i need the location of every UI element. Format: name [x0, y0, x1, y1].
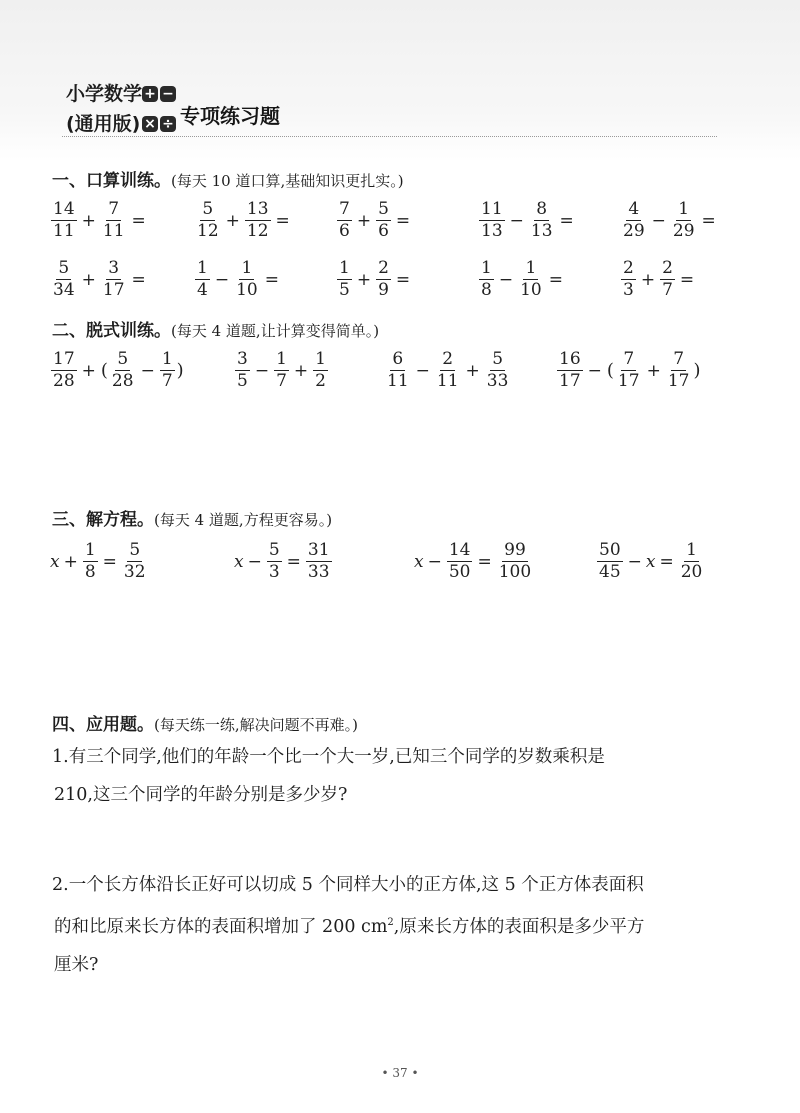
denominator: 6 [339, 221, 350, 241]
numerator: 2 [623, 258, 634, 278]
fraction [597, 540, 623, 583]
denominator: 7 [276, 371, 287, 391]
denominator: 5 [237, 371, 248, 391]
oral-exercise [620, 258, 698, 301]
section-note: (每天 4 道题,方程更容易。) [154, 511, 333, 529]
denominator: 17 [102, 280, 125, 300]
divide-icon: ÷ [160, 116, 176, 132]
operator: + [356, 210, 372, 231]
fraction [529, 199, 555, 242]
fraction [435, 349, 461, 392]
operator: + [81, 210, 96, 231]
numerator: 8 [536, 199, 548, 219]
numerator: 7 [108, 199, 120, 219]
problem-line: 厘米? [54, 954, 99, 975]
numerator: 5 [117, 349, 129, 369]
denominator: 6 [378, 221, 389, 241]
denominator: 11 [53, 221, 75, 241]
operator: − [651, 210, 666, 231]
problem-line: 1.有三个同学,他们的年龄一个比一个大一岁,已知三个同学的岁数乘积是 [52, 747, 605, 767]
operator: − [427, 551, 442, 572]
problem-text: 的和比原来长方体的表面积增加了 200 cm [54, 916, 388, 937]
operator: + [465, 360, 480, 381]
operator: + [63, 551, 78, 572]
fraction [621, 258, 636, 301]
fraction [51, 349, 77, 392]
section-title: 三、解方程。 [52, 510, 154, 530]
equals-sign: = [659, 551, 674, 572]
variable-x: x [234, 551, 244, 572]
numerator: 5 [58, 258, 70, 278]
fraction [671, 199, 697, 242]
fraction [621, 199, 647, 242]
word-problem-1 [52, 738, 605, 814]
numerator: 1 [339, 258, 350, 278]
operator: − [254, 360, 270, 381]
numerator: 3 [237, 349, 248, 369]
equals-sign: = [679, 269, 695, 290]
fraction [195, 199, 221, 242]
denominator: 7 [161, 371, 173, 391]
oral-exercise [194, 199, 294, 242]
fraction [679, 540, 705, 583]
variable-x: x [645, 551, 656, 572]
fraction [385, 349, 411, 392]
equals-sign: = [264, 269, 279, 290]
problem-line: 2.一个长方体沿长正好可以切成 5 个同样大小的正方体,这 5 个正方体表面积 [52, 875, 644, 895]
fraction [666, 349, 692, 392]
fraction [337, 258, 352, 301]
numerator: 11 [481, 199, 503, 219]
numerator: 1 [84, 540, 96, 560]
problem-text: ,原来长方体的表面积是多少平方 [393, 916, 645, 937]
section-oral-heading [52, 166, 404, 191]
fraction [195, 258, 210, 301]
equals-sign: = [559, 210, 574, 231]
denominator: 13 [481, 221, 503, 241]
unit-exponent: 2 [387, 917, 394, 928]
fraction [376, 258, 391, 301]
numerator: 14 [53, 199, 75, 219]
operator: + [225, 210, 240, 231]
denominator: 34 [53, 280, 75, 300]
stepwise-exercise [384, 349, 511, 392]
numerator: 16 [559, 349, 581, 369]
left-paren: ( [100, 360, 108, 381]
equals-sign: = [131, 269, 146, 290]
equals-sign: = [131, 210, 146, 231]
denominator: 12 [246, 221, 269, 241]
brand-line-1: 小学数学 [66, 83, 143, 105]
word-problem-2 [52, 866, 644, 984]
equals-sign: = [286, 551, 301, 572]
numerator: 2 [442, 349, 454, 369]
numerator: 3 [108, 258, 120, 278]
oral-exercise [50, 199, 150, 242]
stepwise-exercise [556, 349, 701, 392]
equals-sign: = [275, 210, 290, 231]
numerator: 5 [268, 540, 280, 560]
denominator: 32 [123, 562, 146, 582]
oral-exercise [478, 199, 578, 242]
denominator: 28 [111, 371, 134, 391]
denominator: 10 [236, 280, 258, 300]
denominator: 17 [667, 371, 690, 391]
fraction [83, 540, 98, 583]
numerator: 1 [481, 258, 492, 278]
numerator: 5 [129, 540, 141, 560]
fraction [660, 258, 675, 301]
oral-exercise [478, 258, 567, 301]
denominator: 9 [378, 280, 389, 300]
section-word-problem-heading [52, 710, 358, 735]
denominator: 12 [197, 221, 219, 241]
section-title: 二、脱式训练。 [52, 321, 171, 341]
stepwise-exercise [50, 349, 185, 392]
denominator: 28 [53, 371, 75, 391]
fraction [337, 199, 352, 242]
fraction [557, 349, 583, 392]
section-note: (每天练一练,解决问题不再难。) [154, 716, 358, 734]
stepwise-exercise [234, 349, 329, 392]
equals-sign: = [102, 551, 117, 572]
denominator: 13 [530, 221, 553, 241]
numerator: 17 [53, 349, 75, 369]
denominator: 3 [623, 280, 634, 300]
numerator: 6 [392, 349, 404, 369]
numerator: 1 [161, 349, 173, 369]
numerator: 7 [339, 199, 350, 219]
minus-icon: − [160, 86, 176, 102]
numerator: 7 [623, 349, 635, 369]
numerator: 1 [197, 258, 208, 278]
section-equation-heading [52, 505, 332, 530]
numerator: 5 [378, 199, 389, 219]
denominator: 11 [102, 221, 125, 241]
oral-exercise [194, 258, 283, 301]
denominator: 29 [623, 221, 645, 241]
page-number: • 37 • [381, 1066, 419, 1080]
operator: − [509, 210, 524, 231]
fraction [160, 349, 175, 392]
fraction [313, 349, 328, 392]
fraction [479, 258, 494, 301]
section-title: 四、应用题。 [52, 715, 154, 735]
numerator: 1 [678, 199, 690, 219]
oral-exercise [50, 258, 150, 301]
denominator: 33 [486, 371, 509, 391]
multiply-icon: × [142, 116, 158, 132]
numerator: 5 [202, 199, 214, 219]
fraction [51, 258, 77, 301]
operator-icons [142, 82, 178, 142]
operator: − [627, 551, 642, 572]
problem-line [52, 904, 644, 946]
oral-exercise [620, 199, 720, 242]
equation [234, 540, 333, 583]
equals-sign: = [477, 551, 492, 572]
right-paren: ) [176, 360, 184, 381]
fraction [51, 199, 77, 242]
denominator: 45 [599, 562, 621, 582]
problem-line: 210,这三个同学的年龄分别是多少岁? [54, 785, 348, 805]
numerator: 5 [492, 349, 504, 369]
numerator: 31 [307, 540, 330, 560]
operator: + [356, 269, 372, 290]
equals-sign: = [395, 210, 411, 231]
operator: − [140, 360, 155, 381]
operator: + [646, 360, 661, 381]
left-paren: ( [606, 360, 614, 381]
oral-exercise [336, 199, 414, 242]
fraction [518, 258, 544, 301]
operator: − [587, 360, 602, 381]
operator: − [247, 551, 262, 572]
numerator: 2 [378, 258, 389, 278]
operator: + [81, 360, 96, 381]
fraction [101, 258, 127, 301]
denominator: 17 [617, 371, 640, 391]
equation [596, 540, 705, 583]
denominator: 3 [268, 562, 280, 582]
fraction [447, 540, 473, 583]
operator: − [498, 269, 514, 290]
section-title: 一、口算训练。 [52, 171, 171, 191]
oral-exercise [336, 258, 414, 301]
numerator: 99 [504, 540, 526, 560]
denominator: 4 [197, 280, 208, 300]
denominator: 100 [498, 562, 532, 582]
numerator: 1 [276, 349, 287, 369]
denominator: 11 [387, 371, 409, 391]
fraction [110, 349, 136, 392]
numerator: 7 [673, 349, 685, 369]
plus-icon: + [142, 86, 158, 102]
denominator: 2 [315, 371, 326, 391]
denominator: 8 [84, 562, 96, 582]
operator: − [415, 360, 430, 381]
denominator: 8 [481, 280, 492, 300]
operator: − [214, 269, 230, 290]
fraction [235, 349, 250, 392]
fraction [234, 258, 260, 301]
equals-sign: = [548, 269, 563, 290]
fraction [274, 349, 289, 392]
fraction [101, 199, 127, 242]
numerator: 50 [599, 540, 621, 560]
section-note: (每天 4 道题,让计算变得简单。) [171, 322, 380, 340]
brand-line-2: (通用版) [66, 113, 141, 135]
fraction [267, 540, 282, 583]
denominator: 33 [307, 562, 330, 582]
fraction [306, 540, 332, 583]
section-stepwise-heading [52, 316, 379, 341]
numerator: 13 [246, 199, 269, 219]
denominator: 5 [339, 280, 350, 300]
equals-sign: = [395, 269, 411, 290]
series-title: 专项练习题 [180, 104, 280, 128]
fraction [485, 349, 511, 392]
denominator: 20 [680, 562, 703, 582]
denominator: 11 [436, 371, 459, 391]
variable-x: x [50, 551, 60, 572]
fraction [616, 349, 642, 392]
operator: + [81, 269, 96, 290]
equals-sign: = [701, 210, 716, 231]
numerator: 1 [241, 258, 253, 278]
section-note: (每天 10 道口算,基础知识更扎实。) [171, 172, 404, 190]
denominator: 7 [662, 280, 673, 300]
numerator: 1 [686, 540, 697, 560]
denominator: 10 [520, 280, 542, 300]
equation [414, 540, 534, 583]
fraction [245, 199, 271, 242]
fraction [376, 199, 391, 242]
numerator: 1 [315, 349, 326, 369]
variable-x: x [414, 551, 424, 572]
operator: + [640, 269, 656, 290]
fraction [497, 540, 533, 583]
numerator: 1 [525, 258, 537, 278]
right-paren: ) [693, 360, 701, 381]
numerator: 2 [662, 258, 673, 278]
fraction [122, 540, 148, 583]
numerator: 14 [448, 540, 471, 560]
equation [50, 540, 149, 583]
denominator: 17 [559, 371, 581, 391]
operator: + [293, 360, 309, 381]
fraction [479, 199, 505, 242]
numerator: 4 [628, 199, 640, 219]
denominator: 29 [672, 221, 695, 241]
denominator: 50 [448, 562, 471, 582]
